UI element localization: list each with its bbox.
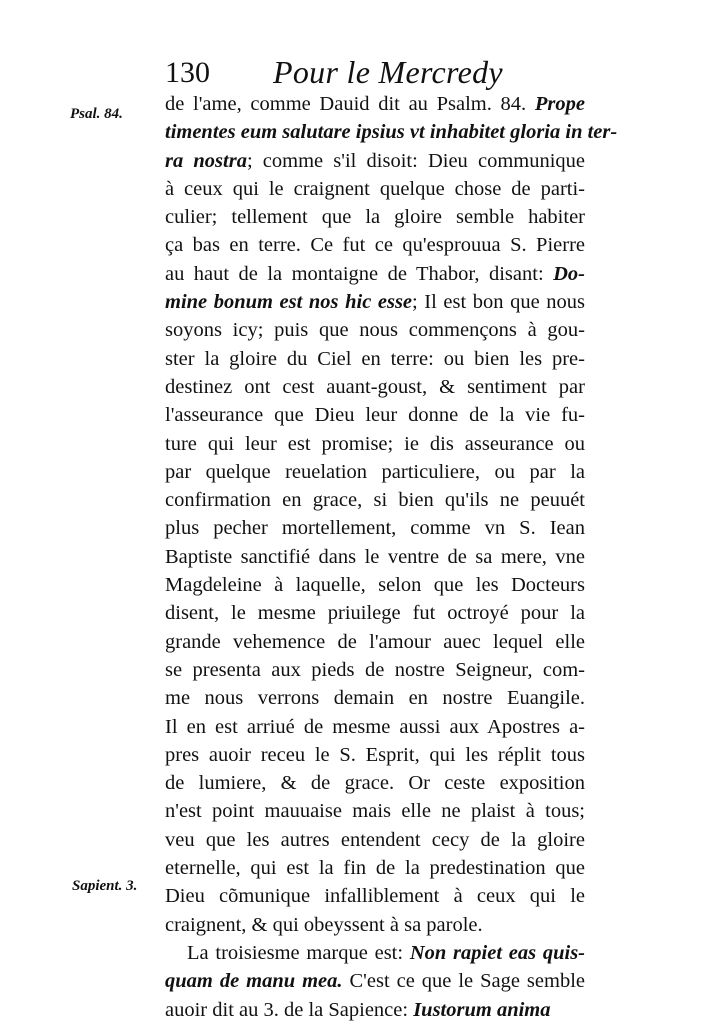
text-segment: craignent, & qui obeyssent à sa parole. bbox=[165, 913, 483, 936]
text-line bbox=[165, 175, 585, 203]
latin-quote: Iustorum anima bbox=[413, 998, 551, 1021]
text-segment: C'est ce que le Sage semble bbox=[342, 970, 585, 993]
text-line bbox=[165, 797, 585, 825]
text-segment: soyons icy; puis que nous commençons à gou- bbox=[165, 319, 585, 342]
text-segment: Magdeleine à laquelle, selon que les Docteurs bbox=[165, 574, 585, 597]
text-segment: destinez ont cest auant-goust, & sentiment par bbox=[165, 375, 585, 398]
text-segment: l'asseurance que Dieu leur donne de la vie fu- bbox=[165, 404, 585, 427]
text-line bbox=[165, 996, 585, 1024]
latin-quote: ra nostra bbox=[165, 149, 247, 172]
text-line bbox=[165, 543, 585, 571]
text-segment: grande vehemence de l'amour auec lequel elle bbox=[165, 630, 585, 653]
text-line bbox=[165, 628, 585, 656]
text-segment: confirmation en grace, si bien qu'ils ne peuuét bbox=[165, 489, 585, 512]
text-segment: ; Il est bon que nous bbox=[412, 291, 585, 314]
margin-note-sapience: Sapient. 3. bbox=[72, 878, 138, 894]
text-segment: me nous verrons demain en nostre Euangile. bbox=[165, 687, 585, 710]
text-segment: Dieu cõmunique infalliblement à ceux qui le bbox=[165, 885, 585, 908]
text-line bbox=[165, 147, 585, 175]
text-segment: pres auoir receu le S. Esprit, qui les réplit tous bbox=[165, 743, 585, 766]
text-line bbox=[165, 203, 585, 231]
text-segment: Baptiste sanctifié dans le ventre de sa mere, vne bbox=[165, 545, 585, 568]
text-segment: ture qui leur est promise; ie dis asseurance ou bbox=[165, 432, 585, 455]
text-line bbox=[165, 430, 585, 458]
text-segment: ster la gloire du Ciel en terre: ou bien les pre- bbox=[165, 347, 585, 370]
text-line bbox=[165, 571, 585, 599]
text-line bbox=[165, 231, 585, 259]
text-segment: à ceux qui le craignent quelque chose de parti- bbox=[165, 177, 585, 200]
text-line bbox=[165, 373, 585, 401]
text-line bbox=[165, 345, 585, 373]
text-segment: veu que les autres entendent cecy de la gloire bbox=[165, 828, 585, 851]
page-number: 130 bbox=[165, 56, 210, 89]
latin-quote: Non rapiet eas quis- bbox=[409, 941, 586, 964]
text-segment: au haut de la montaigne de Thabor, disant: bbox=[165, 262, 554, 285]
latin-quote: Prope bbox=[534, 93, 585, 115]
text-line bbox=[165, 260, 585, 288]
text-segment: n'est point mauuaise mais elle ne plaist à tous; bbox=[165, 800, 585, 823]
latin-quote: quam de manu mea. bbox=[165, 970, 343, 993]
text-line bbox=[165, 599, 585, 627]
text-line bbox=[165, 90, 585, 118]
text-line bbox=[165, 713, 585, 741]
latin-quote: Do- bbox=[553, 262, 585, 285]
text-line bbox=[165, 684, 585, 712]
text-line bbox=[165, 288, 585, 316]
text-line bbox=[165, 939, 585, 967]
text-line bbox=[165, 486, 585, 514]
text-line bbox=[165, 316, 585, 344]
latin-quote: mine bonum est nos hic esse bbox=[165, 291, 413, 314]
text-segment: ; comme s'il disoit: Dieu communique bbox=[246, 149, 586, 172]
text-segment: auoir dit au 3. de la Sapience: bbox=[165, 998, 414, 1021]
text-segment: se presenta aux pieds de nostre Seigneur, com- bbox=[165, 658, 585, 681]
text-line bbox=[165, 911, 585, 939]
margin-note-psalm: Psal. 84. bbox=[70, 106, 123, 122]
text-line bbox=[165, 854, 585, 882]
text-segment: disent, le mesme priuilege fut octroyé pour la bbox=[165, 602, 585, 625]
text-segment: culier; tellement que la gloire semble habiter bbox=[165, 206, 585, 229]
text-line bbox=[165, 769, 585, 797]
text-line bbox=[165, 656, 585, 684]
text-segment: de lumiere, & de grace. Or ceste exposition bbox=[165, 772, 585, 795]
text-segment: Il en est arriué de mesme aussi aux Apostres a- bbox=[165, 715, 585, 738]
text-line bbox=[165, 401, 585, 429]
text-line bbox=[165, 458, 585, 486]
running-title: Pour le Mercredy bbox=[273, 54, 503, 90]
text-segment: eternelle, qui est la fin de la predestination que bbox=[165, 857, 585, 880]
text-line bbox=[165, 882, 585, 910]
text-line bbox=[165, 741, 585, 769]
body-text bbox=[165, 90, 618, 1024]
text-segment: de l'ame, comme Dauid dit au Psalm. 84. bbox=[165, 93, 535, 115]
text-segment: La troisiesme marque est: bbox=[187, 941, 410, 964]
text-segment: par quelque reuelation particuliere, ou par la bbox=[165, 460, 585, 483]
text-segment: plus pecher mortellement, comme vn S. Iean bbox=[165, 517, 585, 540]
text-line bbox=[165, 826, 585, 854]
text-segment: ça bas en terre. Ce fut ce qu'esprouua S. Pierre bbox=[165, 234, 585, 257]
text-line bbox=[165, 118, 618, 146]
text-line bbox=[165, 967, 585, 995]
latin-quote: timentes eum salutare ipsius vt inhabitet gloria in ter- bbox=[165, 121, 618, 144]
text-line bbox=[165, 514, 585, 542]
